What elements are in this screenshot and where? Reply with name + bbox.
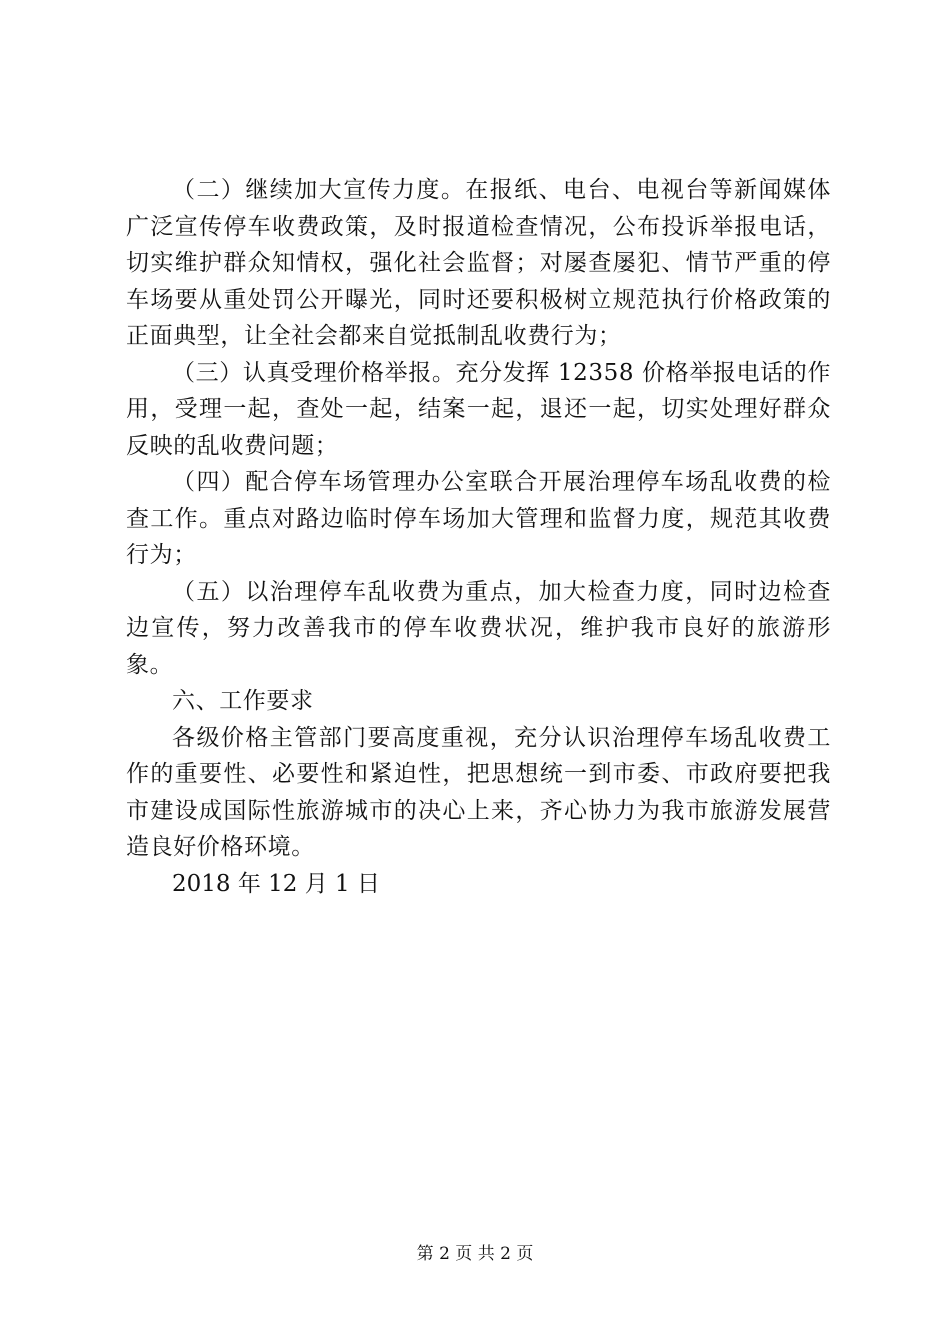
section-heading-requirements: 六、工作要求 <box>172 688 314 714</box>
document-date: 2018 年 12 月 1 日 <box>172 870 380 897</box>
paragraph-requirements: 各级价格主管部门要高度重视，充分认识治理停车场乱收费工作的重要性、必要性和紧迫性，把思想统一到市委、市政府要把我市建设成国际性旅游城市的决心上来，齐心协力为我市旅游发展营造良好价格环境。 <box>126 724 831 860</box>
paragraph-publicity: （二）继续加大宣传力度。在报纸、电台、电视台等新闻媒体广泛宣传停车收费政策，及时报道检查情况，公布投诉举报电话，切实维护群众知情权，强化社会监督；对屡查屡犯、情节严重的停车场要从重处罚公开曝光，同时还要积极树立规范执行价格政策的正面典型，让全社会都来自觉抵制乱收费行为； <box>126 177 831 349</box>
paragraph-complaints: （三）认真受理价格举报。充分发挥 12358 价格举报电话的作用，受理一起，查处一起，结案一起，退还一起，切实处理好群众反映的乱收费问题； <box>126 359 831 459</box>
paragraph-inspection: （四）配合停车场管理办公室联合开展治理停车场乱收费的检查工作。重点对路边临时停车场加大管理和监督力度，规范其收费行为； <box>126 469 831 568</box>
document-body <box>126 172 831 902</box>
page-footer: 第 2 页 共 2 页 <box>416 1244 534 1264</box>
paragraph-focus: （五）以治理停车乱收费为重点，加大检查力度，同时边检查边宣传，努力改善我市的停车收费状况，维护我市良好的旅游形象。 <box>126 578 831 678</box>
